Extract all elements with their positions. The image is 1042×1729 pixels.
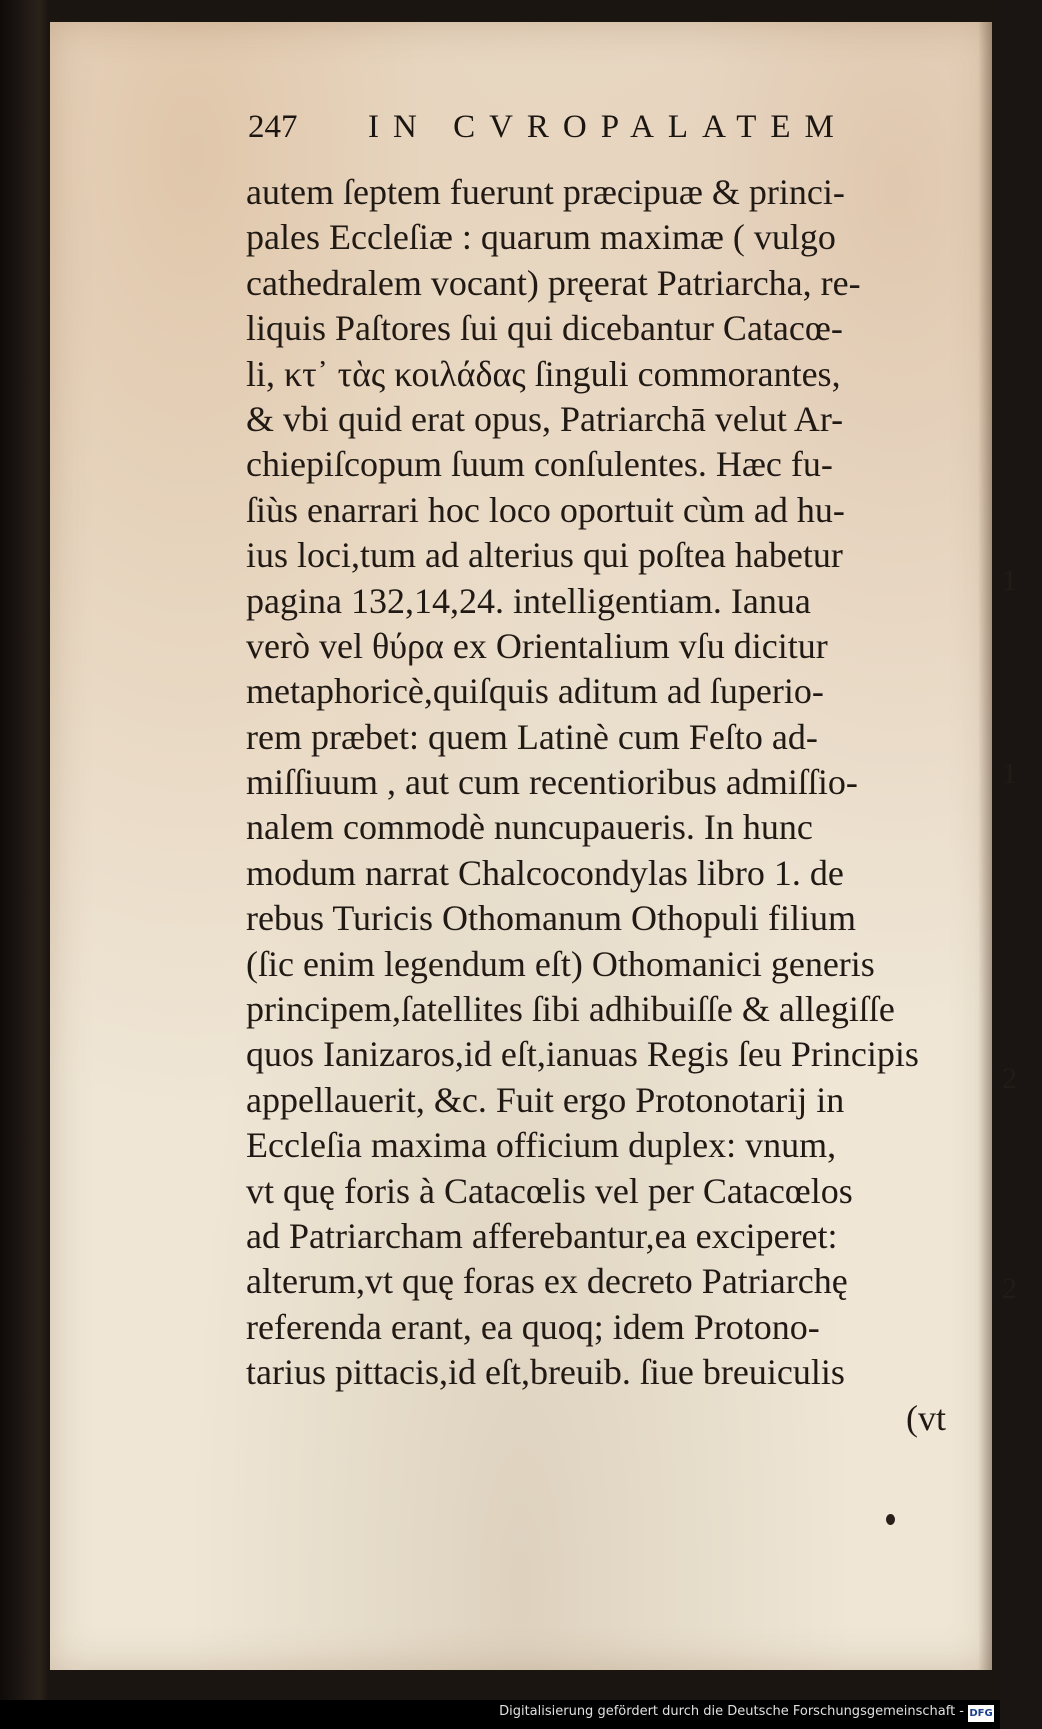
text-line: quos Ianizaros,id eſt,ianuas Regis ſeu Principis: [246, 1034, 919, 1075]
text-line: rem præbet: quem Latinè cum Feſto ad-: [246, 716, 818, 757]
margin-line-numbers: [1002, 22, 1042, 1670]
text-line: Eccleſia maxima officium duplex: vnum,: [246, 1125, 837, 1166]
text-line: principem,ſatellites ſibi adhibuiſſe & allegiſſe: [246, 989, 895, 1030]
catchword: (vt: [906, 1397, 946, 1438]
text-line: ius loci,tum ad alterius qui poſtea habetur: [246, 535, 843, 576]
text-line: pagina 132,14,24. intelligentiam. Ianua: [246, 580, 811, 621]
text-line: liquis Paſtores ſui qui dicebantur Catacœ-: [246, 308, 843, 349]
text-line: autem ſeptem fuerunt præcipuæ & princi-: [246, 172, 845, 212]
text-line: miſſiuum , aut cum recentioribus admiſſio-: [246, 762, 858, 803]
margin-number: 1: [1002, 564, 1017, 597]
text-line: referenda erant, ea quoq; idem Protono-: [246, 1306, 820, 1347]
text-line: modum narrat Chalcocondylas libro 1. de: [246, 852, 844, 893]
text-line: rebus Turicis Othomanum Othopuli filium: [246, 898, 857, 939]
text-line: chiepiſcopum ſuum conſulentes. Hæc fu-: [246, 444, 833, 485]
margin-number: 2: [1002, 1062, 1017, 1095]
text-line: ſiùs enarrari hoc loco oportuit cùm ad hu-: [246, 489, 845, 530]
text-line: tarius pittacis,id eſt,breuib. ſiue breuiculis: [246, 1352, 845, 1393]
text-line: vt quę foris à Catacœlis vel per Catacœlos: [246, 1170, 853, 1211]
text-line: pales Eccleſiæ : quarum maximæ ( vulgo: [246, 217, 836, 258]
margin-number: 1: [1002, 757, 1017, 790]
page-number: 247: [248, 109, 298, 145]
text-line: metaphoricè,quiſquis aditum ad ſuperio-: [246, 671, 824, 712]
text-line: li, κτ᾽ τὰς κοιλάδας ſinguli commorantes,: [246, 353, 841, 394]
text-line: verò vel θύρα ex Orientalium vſu dicitur: [246, 625, 828, 666]
text-line: ad Patriarcham afferebantur,ea exciperet:: [246, 1215, 838, 1256]
text-line: nalem commodè nuncupaueris. In hunc: [246, 807, 813, 848]
page-edge-shadow: [978, 22, 992, 1670]
margin-number: 2: [1002, 1272, 1017, 1305]
footer-bar: [0, 1700, 1000, 1729]
text-line: (ſic enim legendum eſt) Othomanici generis: [246, 943, 875, 984]
text-line: alterum,vt quę foras ex decreto Patriarchę: [246, 1261, 848, 1302]
funding-credit: Digitalisierung gefördert durch die Deutsche Forschungsgemeinschaft -: [499, 1704, 964, 1719]
text-line: & vbi quid erat opus, Patriarchā velut Ar-: [246, 398, 844, 439]
text-line: appellauerit, &c. Fuit ergo Protonotarij in: [246, 1079, 845, 1120]
page-header: [248, 103, 928, 153]
ink-blot: [886, 1514, 895, 1525]
body-text: [246, 170, 946, 1441]
dfg-logo: DFG: [968, 1705, 994, 1722]
text-line: cathedralem vocant) pręerat Patriarcha, re-: [246, 262, 861, 303]
running-title: IN CVROPALATEM: [368, 109, 848, 145]
